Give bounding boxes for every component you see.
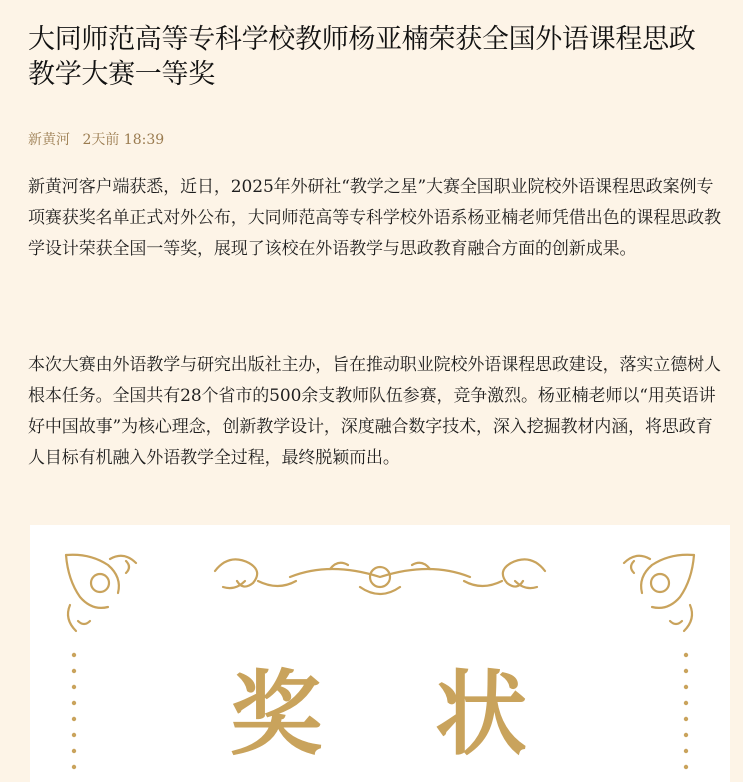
certificate-char-zhuang: 状 [435, 661, 528, 768]
corner-ornament-right [624, 555, 694, 631]
certificate-char-jiang: 奖 [230, 661, 323, 768]
source-link[interactable]: 新黄河 [28, 132, 70, 148]
corner-ornament-left [66, 555, 136, 631]
article-meta [28, 129, 164, 149]
certificate-image[interactable] [30, 525, 730, 782]
certificate-ornament [30, 525, 730, 782]
top-center-ornament [215, 559, 545, 594]
article-paragraph: 新黄河客户端获悉，近日，2025年外研社“教学之星”大赛全国职业院校外语课程思政案例专项赛获奖名单正式对外公布，大同师范高等专科学校外语系杨亚楠老师凭借出色的课程思政教学设计荣获全国一等奖，展现了该校在外语教学与思政教育融合方面的创新成果。 [28, 177, 721, 259]
publish-time: 2天前 18:39 [82, 132, 165, 148]
dotted-border-left [72, 653, 76, 769]
dotted-border-right [684, 653, 688, 769]
article-paragraph: 本次大赛由外语教学与研究出版社主办，旨在推动职业院校外语课程思政建设，落实立德树人根本任务。全国共有28个省市的500余支教师队伍参赛，竞争激烈。杨亚楠老师以“用英语讲好中国故事”为核心理念，创新教学设计，深度融合数字技术，深入挖掘教材内涵，将思政育人目标有机融入外语教学全过程，最终脱颖而出。 [28, 355, 721, 468]
article-title: 大同师范高等专科学校教师杨亚楠荣获全国外语课程思政教学大赛一等奖 [28, 24, 696, 90]
